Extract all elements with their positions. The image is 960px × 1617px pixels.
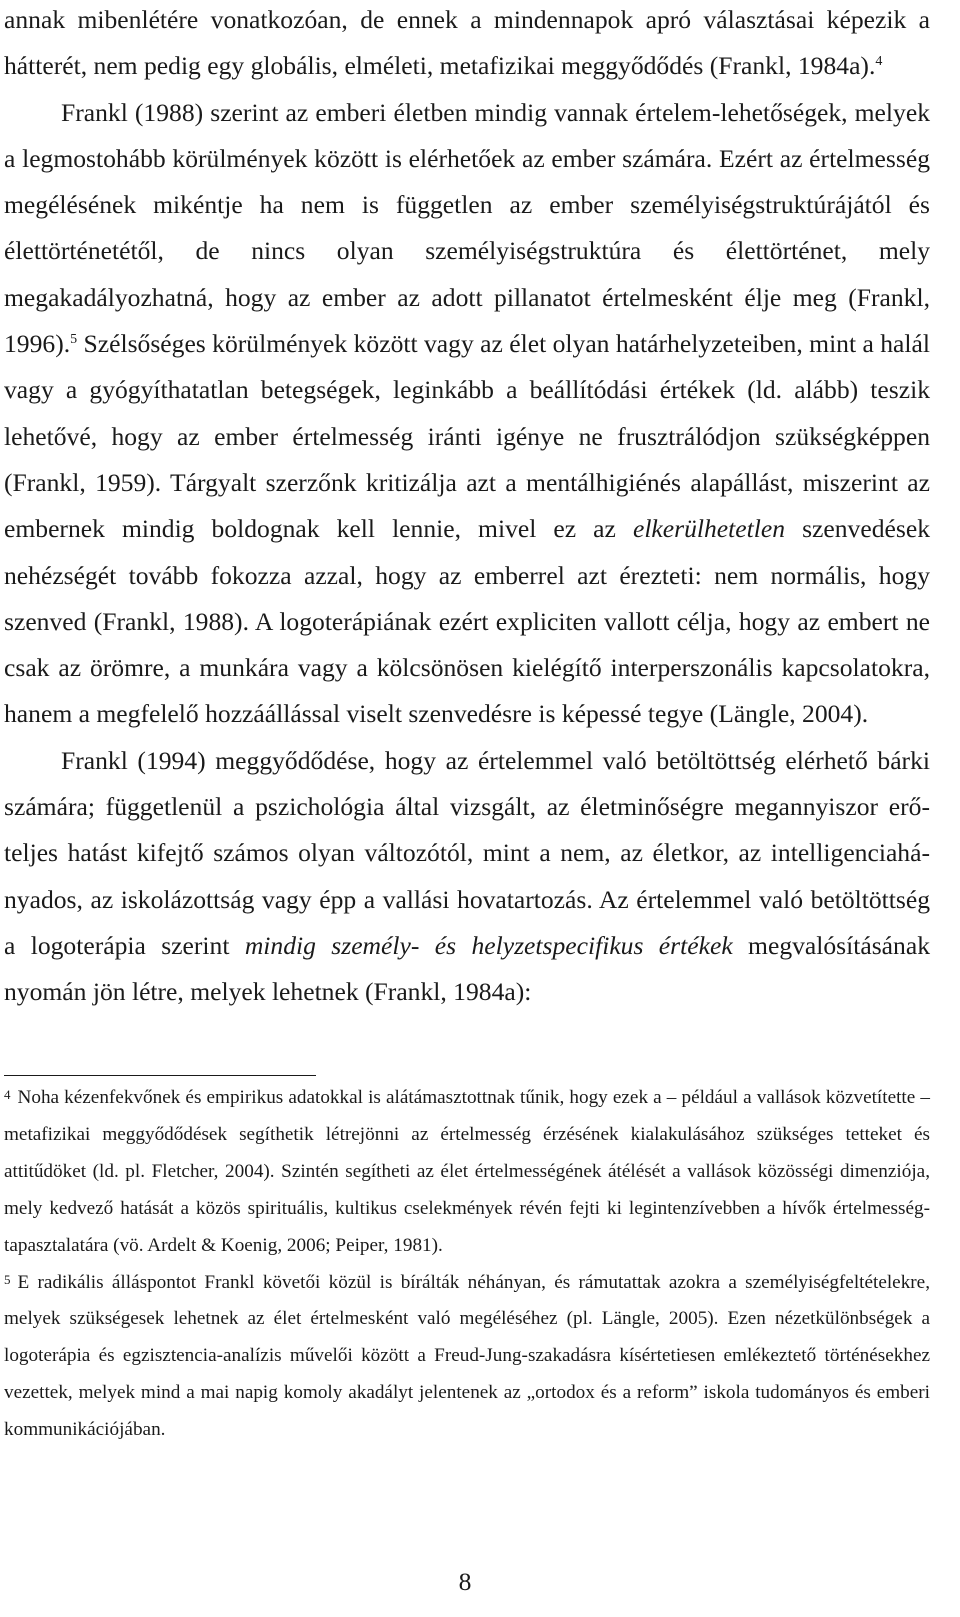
footnote-text: Noha kézenfekvőnek és empirikus adatokkal is alátámasztottnak tűnik, hogy ezek a – például a vallások közvetítette – metafizikai meggyődődések segíthetik létrejönni az értelmesség érzésének kialakulásához szükséges tetteket és attitűdöket (ld. pl. Fletcher, 2004). Szintén segítheti az élet értelmességének átélését a vallások közösségi dimenziója, mely kedvező hatását a közös spirituális, kultikus cselekmények révén fejti ki legintenzívebben a hívők értelmesség-tapasztalatára (vö. Ardelt & Koenig, 2006; Peiper, 1981). [4,1087,930,1256]
paragraph-1 [4,0,930,90]
paragraph-3 [4,738,930,1016]
paragraph-2 [4,90,930,738]
footnote-5 [4,1265,930,1450]
paragraph-2-text-a: Frankl (1988) szerint az emberi életben mindig vannak értelem-lehetőségek, melyek a legmostohább körülmények között is elérhetőek az ember számára. Ezért az értelmesség megélésének mikéntje ha nem is független az ember személyiségstruktúrájától és élettörténetétől, de nincs olyan személyiségstruktúra és élettörténet, mely megakadályozhatná, hogy az ember az adott pillanatot értelmesként élje meg (Frankl, 1996). [4,97,930,359]
footnote-number: 4 [4,1087,11,1102]
paragraph-2-text-b: Szélsőséges körülmények között vagy az élet olyan határhelyzeteiben, mint a halál vagy a gyógyíthatatlan betegségek, leginkább a beállítódási értékek (ld. alább) teszik lehetővé, hogy az ember értelmesség iránti igénye ne frusztrálódjon szükségképpen (Frankl, 1959). Tárgyalt szerzőnk kritizálja azt a mentálhigiénés alapállást, miszerint az embernek mindig boldognak kell lennie, mivel ez az [4,329,930,544]
footnote-separator [4,1075,316,1076]
footnote-text: E radikális álláspontot Frankl követői közül is bírálták néhányan, és rámutattak azokra a személyiségfeltételekre, melyek szükségesek lehetnek az élet értelmesként való megéléséhez (pl. Längle, 2005). Ezen nézetkülönbségek a logoterápia és egzisztencia-analízis művelői között a Freud-Jung-szakadásra kísértetiesen emlékeztető történésekhez vezettek, melyek mind a mai napig komoly akadályt jelentenek az „ortodox és a reform” iskola tudományos és emberi kommunikációjában. [4,1271,930,1441]
paragraph-2-emphasis: elkerülhetetlen [632,514,786,544]
footnote-ref-4: 4 [875,54,883,70]
paragraph-3-text-b: megvalósításának nyomán jön létre, melyek lehetnek (Frankl, 1984a): [4,930,930,1007]
footnote-number: 5 [4,1271,11,1287]
paragraph-3-emphasis: mindig személy- és helyzetspecifikus értékek [244,930,733,960]
paragraph-1-text: annak mibenlétére vonatkozóan, de ennek a mindennapok apró választásai képezik a hátterét, nem pedig egy globális, elméleti, metafizikai meggyődődés (Frankl, 1984a). [4,5,930,81]
paragraph-2-text-c: szenvedések nehézségét tovább fokozza azzal, hogy az emberrel azt érezteti: nem normális, hogy szenved (Frankl, 1988). A logoterápiának ezért expliciten vallott célja, hogy az embert ne csak az örömre, a munkára vagy a kölcsönösen kielégítő interperszonális kapcsolatokra, hanem a megfelelő hozzáállással viselt szenvedésre is képessé tegye (Längle, 2004). [4,514,930,729]
footnotes [4,1080,930,1449]
paragraph-3-text-a: Frankl (1994) meggyődődése, hogy az értelemmel való betöltöttség elérhető bárki számára; függetlenül a pszichológia által vizsgált, az életminőségre megannyiszor erőteljes hatást kifejtő számos olyan változótól, mint a nem, az életkor, az intelligenciahányados, az iskolázottság vagy épp a vallási hovatartozás. Az értelemmel való betöltöttség a logoterápia szerint [4,745,930,960]
footnote-ref-5: 5 [70,332,78,348]
footnote-4 [4,1080,930,1265]
page-number: 8 [458,1567,472,1596]
main-text [4,0,930,1016]
